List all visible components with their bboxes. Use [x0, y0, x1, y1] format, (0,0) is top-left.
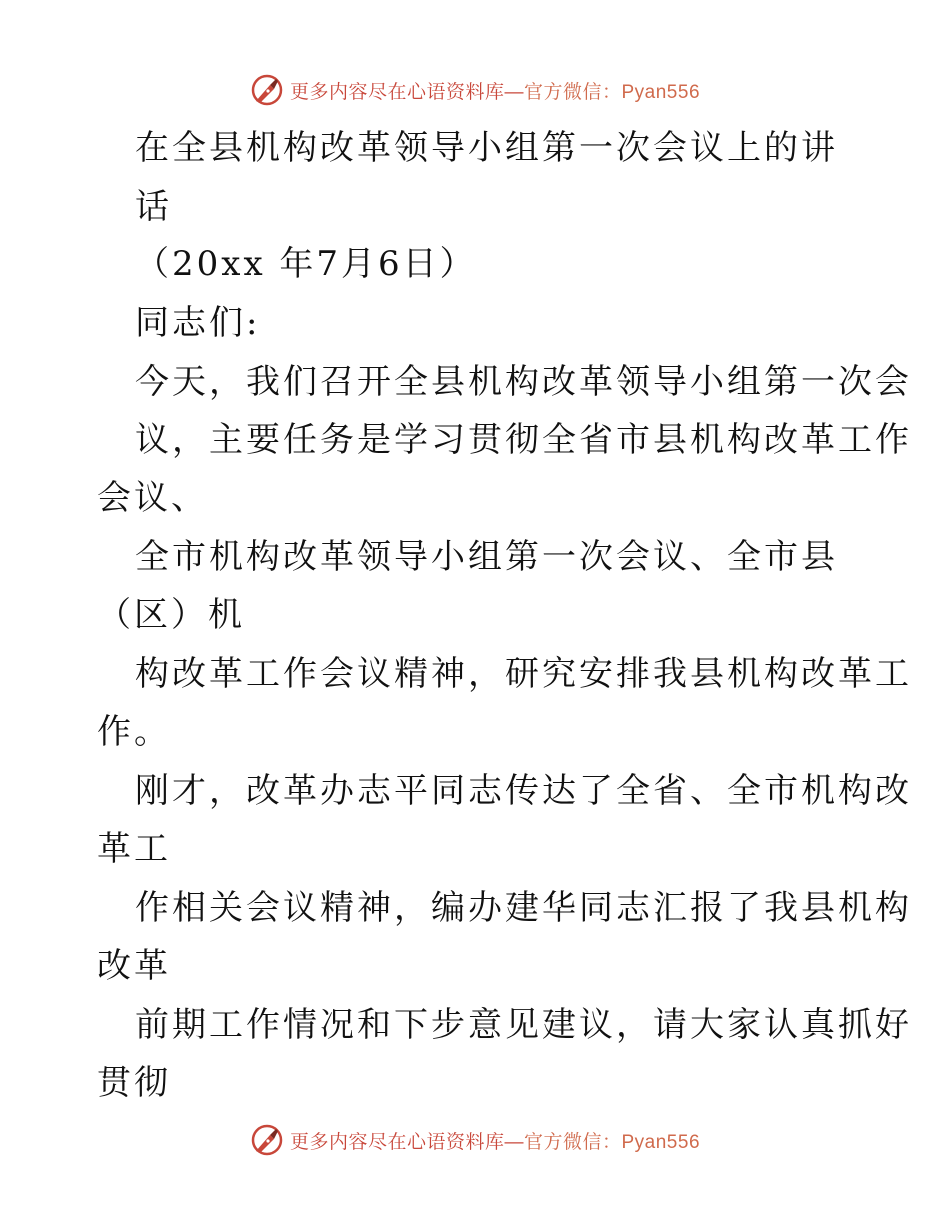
- doc-title-line-2: 话: [135, 187, 172, 227]
- doc-paragraph-line: 作相关会议精神，编办建华同志汇报了我县机构: [135, 888, 912, 928]
- watermark-contact: 官方微信：Pyan556: [524, 81, 701, 103]
- watermark-dash: —: [504, 1131, 524, 1153]
- doc-paragraph-line: 革工: [97, 829, 171, 869]
- watermark-main: 更多内容尽在心语资料库: [289, 1131, 505, 1153]
- watermark-main: 更多内容尽在心语资料库: [289, 81, 505, 103]
- watermark-text: [290, 1127, 700, 1154]
- doc-paragraph-line: 改革: [97, 946, 171, 986]
- watermark-contact: 官方微信：Pyan556: [524, 1131, 701, 1153]
- doc-paragraph-line: 会议、: [97, 478, 208, 518]
- doc-paragraph-line: 贯彻: [97, 1063, 171, 1103]
- doc-title-line-1: 在全县机构改革领导小组第一次会议上的讲: [135, 128, 838, 168]
- pen-nib-logo-icon: [250, 1123, 284, 1157]
- watermark-footer: [0, 1120, 950, 1160]
- doc-paragraph-line: （区）机: [97, 595, 245, 635]
- watermark-dash: —: [504, 81, 524, 103]
- doc-paragraph-line: 全市机构改革领导小组第一次会议、全市县: [135, 537, 838, 577]
- doc-paragraph-line: 构改革工作会议精神，研究安排我县机构改革工: [135, 654, 912, 694]
- doc-paragraph-line: 前期工作情况和下步意见建议，请大家认真抓好: [135, 1005, 912, 1045]
- doc-salutation: 同志们:: [135, 303, 261, 343]
- doc-date: （20xx 年7月6日）: [135, 244, 477, 284]
- doc-paragraph-line: 今天，我们召开全县机构改革领导小组第一次会: [135, 362, 912, 402]
- doc-paragraph-line: 议，主要任务是学习贯彻全省市县机构改革工作: [135, 420, 912, 460]
- doc-paragraph-line: 刚才，改革办志平同志传达了全省、全市机构改: [135, 771, 912, 811]
- doc-paragraph-line: 作。: [97, 712, 171, 752]
